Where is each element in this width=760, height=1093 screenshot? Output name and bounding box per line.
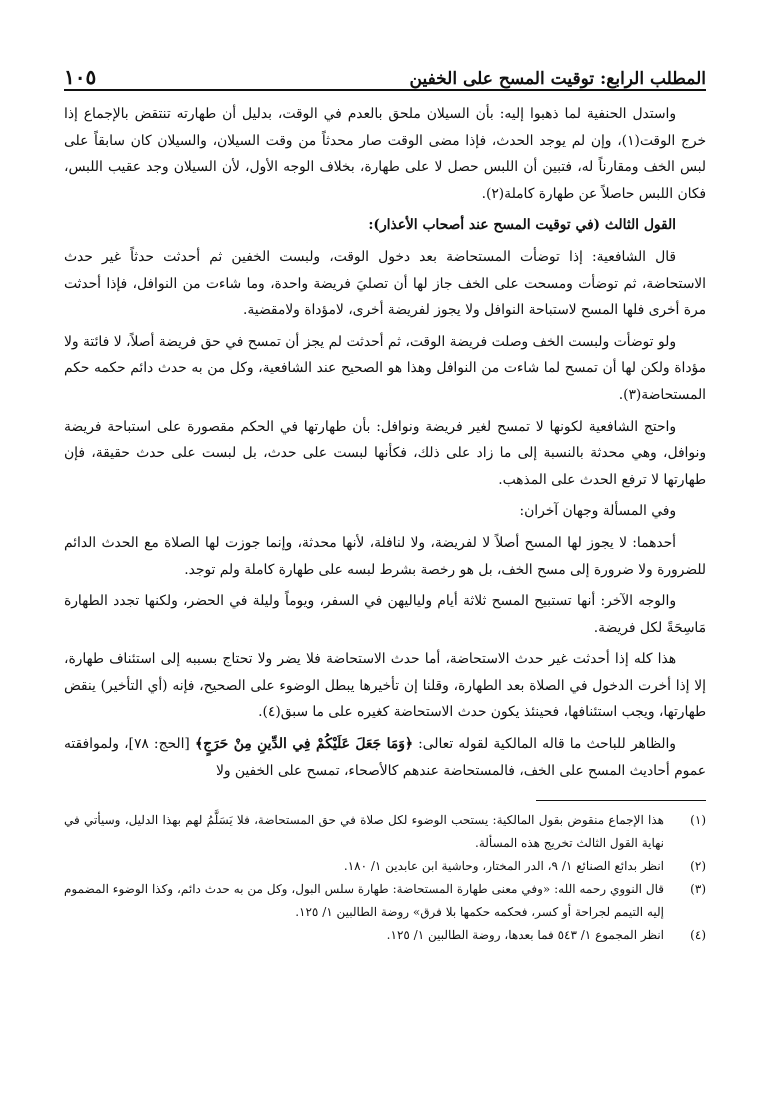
footnote-separator (536, 800, 706, 801)
paragraph-researcher-conclusion (64, 731, 706, 784)
paragraph-first-view: أحدهما: لا يجوز لها المسح أصلاً لا لفريضة، ولا لنافلة، لأنها محدثة، وإنما جوزت لها الصلاة مع الحدث الدائم للضرورة ولا ضرورة إلى مسح الخف، بل هو رخصة بشرط لبسه على طهارة كاملة ولم توجد. (64, 534, 706, 578)
book-page (64, 55, 706, 947)
footnote-number: (٤) (690, 928, 706, 943)
quran-verse: ﴿وَمَا جَعَلَ عَلَيْكُمْ فِي الدِّينِ مِنْ حَرَجٍ﴾ (194, 736, 413, 753)
conclusion-intro: والظاهر للباحث ما قاله المالكية لقوله تعالى: (412, 736, 676, 753)
footnote-item (64, 809, 706, 855)
footnote-item (64, 924, 706, 947)
paragraph-obligatory-prayer: ولو توضأت ولبست الخف وصلت فريضة الوقت، ثم أحدثت لم يجز أن تمسح في حق فريضة أصلاً، لا فائتة ولا مؤداة ولكن لها أن تمسح لما شاءت من النوافل وهذا هو الصحيح عند الشافعية، وكل من به حدث دائم حكمه حكم المستحاضة(٣). (64, 333, 706, 403)
running-header (64, 55, 706, 91)
paragraph-second-view: والوجه الآخر: أنها تستبيح المسح ثلاثة أيام ولياليهن في السفر، ويوماً وليلة في الحضر، ولكنها تجدد الطهارة مَاسِحَةً لكل فريضة. (64, 593, 706, 636)
paragraph-shafii-argument: واحتج الشافعية لكونها لا تمسح لغير فريضة ونوافل: بأن طهارتها في الحكم مقصورة على استباحة فريضة ونوافل، وهي محدثة بالنسبة إلى ما زاد على ذلك، فكأنها لبست على حدث، بل لبست على حدث حقيقة، فإن طهارتها لا ترفع الحدث على المذهب. (64, 418, 706, 488)
main-text (64, 101, 706, 784)
footnote-item (64, 855, 706, 878)
paragraph-istihada-ruling: هذا كله إذا أحدثت غير حدث الاستحاضة، أما حدث الاستحاضة فلا يضر ولا تحتاج بسببه إلى استئناف طهارة، إلا إذا أخرت الدخول في الصلاة بعد الطهارة، وقلنا إن تأخيرها يبطل الوضوء على الصحيح، فإنه (أي التأخير) ينقض طهارتها، ويجب استئنافها، فحينئذ يكون حدث الاستحاضة كغيره على ما سبق(٤). (64, 651, 706, 721)
footnote-number: (١) (690, 813, 706, 828)
footnote-text: انظر بدائع الصنائع ١/ ٩، الدر المختار، وحاشية ابن عابدين ١/ ١٨٠. (343, 859, 664, 874)
heading-third-opinion: القول الثالث (في توقيت المسح عند أصحاب الأعذار): (368, 217, 676, 234)
footnote-item (64, 878, 706, 924)
paragraph-hanafi-argument: واستدل الحنفية لما ذهبوا إليه: بأن السيلان ملحق بالعدم في الوقت، بدليل أن طهارته تنتقض بالإجماع إذا خرج الوقت(١)، وإن لم يوجد الحدث، فإذا مضى الوقت صار محدثاً من وقت السيلان، والسيلان كان سابقاً على لبس الخف ومقارناً له، فتبين أن اللبس حصل لا على طهارة، بخلاف الوجه الأول، لأن السيلان وجد عقيب اللبس، فكان اللبس حاصلاً عن طهارة كاملة(٢). (64, 106, 706, 202)
footnote-text: انظر المجموع ١/ ٥٤٣ فما بعدها، روضة الطالبين ١/ ١٢٥. (386, 928, 664, 943)
footnotes (64, 809, 706, 947)
paragraph-shafii-opinion: قال الشافعية: إذا توضأت المستحاضة بعد دخول الوقت، ولبست الخفين ثم أحدثت حدثاً غير حدث الاستحاضة، ثم توضأت ومسحت على الخف جاز لها أن تصليَ فريضة واحدة، وما شاءت من النوافل، فإذا أحدثت مرة أخرى فلها المسح لاستباحة النوافل ولا يجوز لفريضة أخرى، لامؤداة ولامقضية. (64, 248, 706, 319)
footnote-text: قال النووي رحمه الله: «وفي معنى طهارة المستحاضة: طهارة سلس البول، وكل من به حدث دائم، وكذا الوضوء المضموم إليه التيمم لجراحة أو كسر، فحكمه حكمها بلا فرق» روضة الطالبين ١/ ١٢٥. (64, 882, 664, 920)
page-number: ١٠٥ (64, 65, 97, 89)
footnote-number: (٣) (690, 882, 706, 897)
footnote-number: (٢) (690, 859, 706, 874)
section-title: المطلب الرابع: توقيت المسح على الخفين (409, 69, 706, 89)
footnote-text: هذا الإجماع منقوض بقول المالكية: يستحب الوضوء لكل صلاة في حق المستحاضة، فلا يَسَلَّمُ لهم بهذا الدليل، وسيأتي في نهاية القول الثالث تخريج هذه المسألة. (64, 813, 664, 851)
paragraph-two-views: وفي المسألة وجهان آخران: (519, 503, 676, 520)
conclusion-rest: [الحج: ٧٨]، ولموافقته عموم أحاديث المسح على الخف، فالمستحاضة عندهم كالأصحاء، تمسح على الخفين ولا (64, 736, 706, 779)
